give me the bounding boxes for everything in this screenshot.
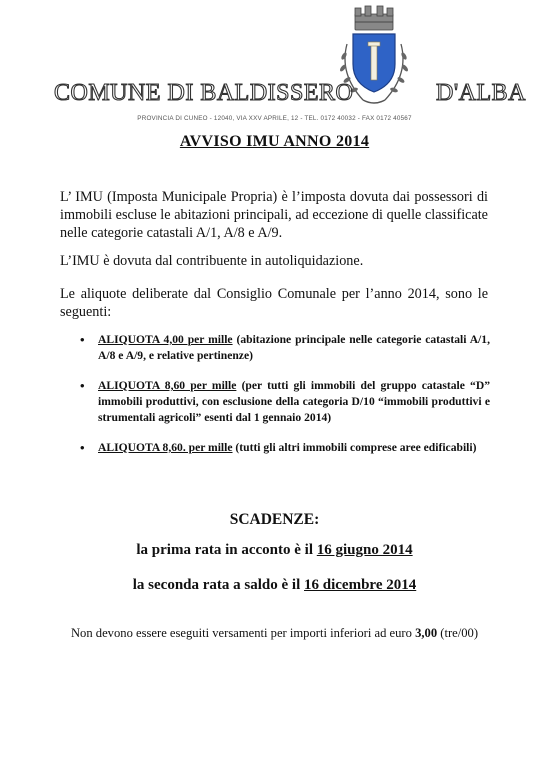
bullet-icon: • bbox=[80, 440, 85, 455]
minimum-payment-suffix: (tre/00) bbox=[437, 626, 479, 640]
paragraph-self-assessment: L’IMU è dovuta dal contribuente in autoliquidazione. bbox=[60, 253, 364, 269]
bullet-icon: • bbox=[80, 332, 85, 347]
second-installment-date: 16 dicembre 2014 bbox=[304, 577, 417, 593]
rates-list bbox=[78, 332, 490, 456]
municipality-name-right: D'ALBA bbox=[436, 80, 526, 106]
minimum-payment-note bbox=[0, 626, 549, 641]
first-installment-text: la prima rata in acconto è il bbox=[136, 542, 317, 558]
paragraph-rates-intro: Le aliquote deliberate dal Consiglio Comunale per l’anno 2014, sono le seguenti: bbox=[60, 286, 488, 320]
rate-label: ALIQUOTA 8,60. per mille bbox=[98, 441, 233, 454]
list-item bbox=[78, 332, 490, 364]
bullet-icon: • bbox=[80, 378, 85, 393]
rate-description: (per tutti gli immobili del gruppo catastale “D” immobili produttivi, con esclusione della categoria D/10 “immobili produttivi e strumentali agricoli” esenti dal 1 gennaio 2014) bbox=[98, 379, 491, 424]
first-installment-date: 16 giugno 2014 bbox=[316, 542, 413, 558]
municipality-name bbox=[44, 80, 526, 108]
list-item bbox=[78, 378, 490, 426]
address-line: PROVINCIA DI CUNEO - 12040, VIA XXV APRILE, 12 - TEL. 0172 40032 - FAX 0172 40567 bbox=[137, 115, 412, 122]
rate-description: (abitazione principale nelle categorie catastali A/1, A/8 e A/9, e relative pertinenze) bbox=[98, 333, 490, 362]
minimum-payment-amount: 3,00 bbox=[415, 626, 438, 640]
rate-label: ALIQUOTA 8,60 per mille bbox=[98, 379, 237, 392]
rate-description: (tutti gli altri immobili comprese aree edificabili) bbox=[232, 441, 477, 454]
paragraph-imu-definition: L’ IMU (Imposta Municipale Propria) è l’imposta dovuta dai possessori di immobili escluse le abitazioni principali, ad eccezione di quelle classificate nelle categorie catastali A/1, A/8 e A/9. bbox=[60, 189, 488, 241]
deadlines-heading: SCADENZE: bbox=[229, 511, 320, 528]
notice-title: AVVISO IMU ANNO 2014 bbox=[179, 133, 370, 150]
minimum-payment-text: Non devono essere eseguiti versamenti per importi inferiori ad euro bbox=[70, 626, 416, 640]
second-installment bbox=[0, 577, 549, 594]
second-installment-text: la seconda rata a saldo è il bbox=[132, 577, 305, 593]
rate-label: ALIQUOTA 4,00 per mille bbox=[98, 333, 233, 346]
first-installment bbox=[0, 542, 549, 559]
list-item bbox=[78, 440, 490, 456]
municipality-name-left: COMUNE DI BALDISSERO bbox=[54, 80, 354, 106]
